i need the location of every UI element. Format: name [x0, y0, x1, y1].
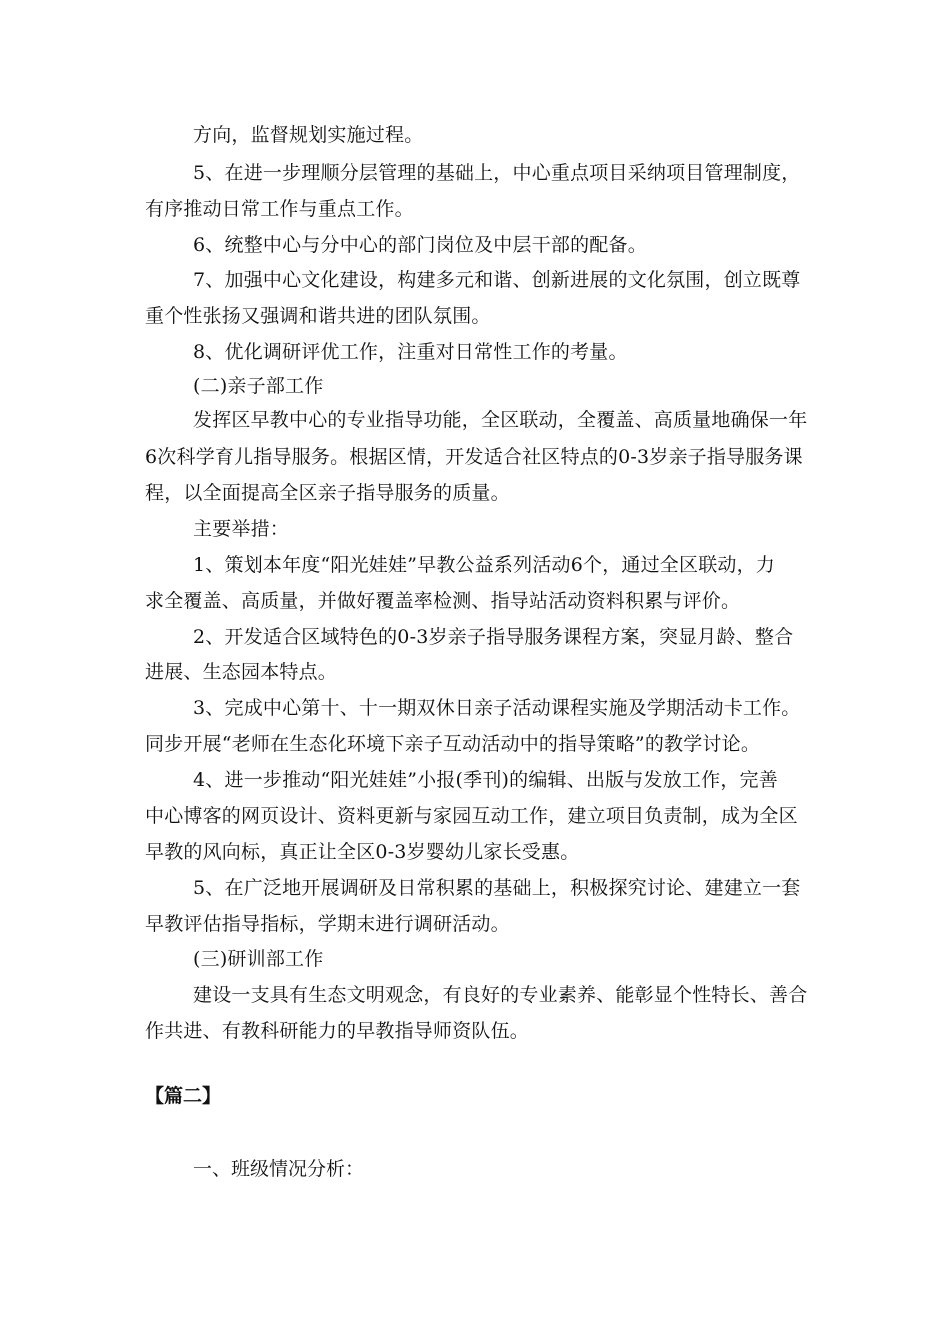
- text-line: 方向，监督规划实施过程。: [193, 124, 424, 146]
- text-line: 5、在广泛地开展调研及日常积累的基础上，积极探究讨论、建建立一套: [193, 877, 801, 899]
- section-heading-parent-child: (二)亲子部工作: [193, 375, 324, 397]
- text-line: 重个性张扬又强调和谐共进的团队氛围。: [145, 305, 491, 327]
- text-line: 早教评估指导指标，学期末进行调研活动。: [145, 913, 510, 935]
- section-heading-training: (三)研训部工作: [193, 948, 324, 970]
- text-line: 早教的风向标，真正让全区0-3岁婴幼儿家长受惠。: [145, 841, 580, 863]
- text-line: 6次科学育儿指导服务。根据区情，开发适合社区特点的0-3岁亲子指导服务课: [145, 446, 803, 468]
- text-line: 求全覆盖、高质量，并做好覆盖率检测、指导站活动资料积累与评价。: [145, 590, 741, 612]
- text-line: 同步开展“老师在生态化环境下亲子互动活动中的指导策略”的教学讨论。: [145, 733, 761, 755]
- text-line: 4、进一步推动“阳光娃娃”小报(季刊)的编辑、出版与发放工作，完善: [193, 769, 778, 791]
- text-line: 8、优化调研评优工作，注重对日常性工作的考量。: [193, 341, 628, 363]
- text-line: 作共进、有教科研能力的早教指导师资队伍。: [145, 1020, 530, 1042]
- text-line: 主要举措：: [193, 518, 290, 540]
- text-line: 3、完成中心第十、十一期双休日亲子活动课程实施及学期活动卡工作。: [193, 697, 801, 719]
- text-line: 发挥区早教中心的专业指导功能，全区联动，全覆盖、高质量地确保一年: [193, 409, 808, 431]
- text-line: 建设一支具有生态文明观念，有良好的专业素养、能彰显个性特长、善合: [193, 984, 808, 1006]
- text-line: 进展、生态园本特点。: [145, 661, 338, 683]
- text-line: 1、策划本年度“阳光娃娃”早教公益系列活动6个，通过全区联动，力: [193, 554, 776, 576]
- text-line: 中心博客的网页设计、资料更新与家园互动工作，建立项目负责制，成为全区: [145, 805, 798, 827]
- text-line: 6、统整中心与分中心的部门岗位及中层干部的配备。: [193, 234, 647, 256]
- text-line: 5、在进一步理顺分层管理的基础上，中心重点项目采纳项目管理制度，: [193, 162, 801, 184]
- sub-heading: 一、班级情况分析：: [193, 1158, 365, 1180]
- part-heading: 【篇二】: [145, 1085, 222, 1107]
- text-line: 程，以全面提高全区亲子指导服务的质量。: [145, 482, 510, 504]
- text-line: 2、开发适合区域特色的0-3岁亲子指导服务课程方案，突显月龄、整合: [193, 626, 794, 648]
- text-line: 有序推动日常工作与重点工作。: [145, 198, 414, 220]
- text-line: 7、加强中心文化建设，构建多元和谐、创新进展的文化氛围，创立既尊: [193, 269, 801, 291]
